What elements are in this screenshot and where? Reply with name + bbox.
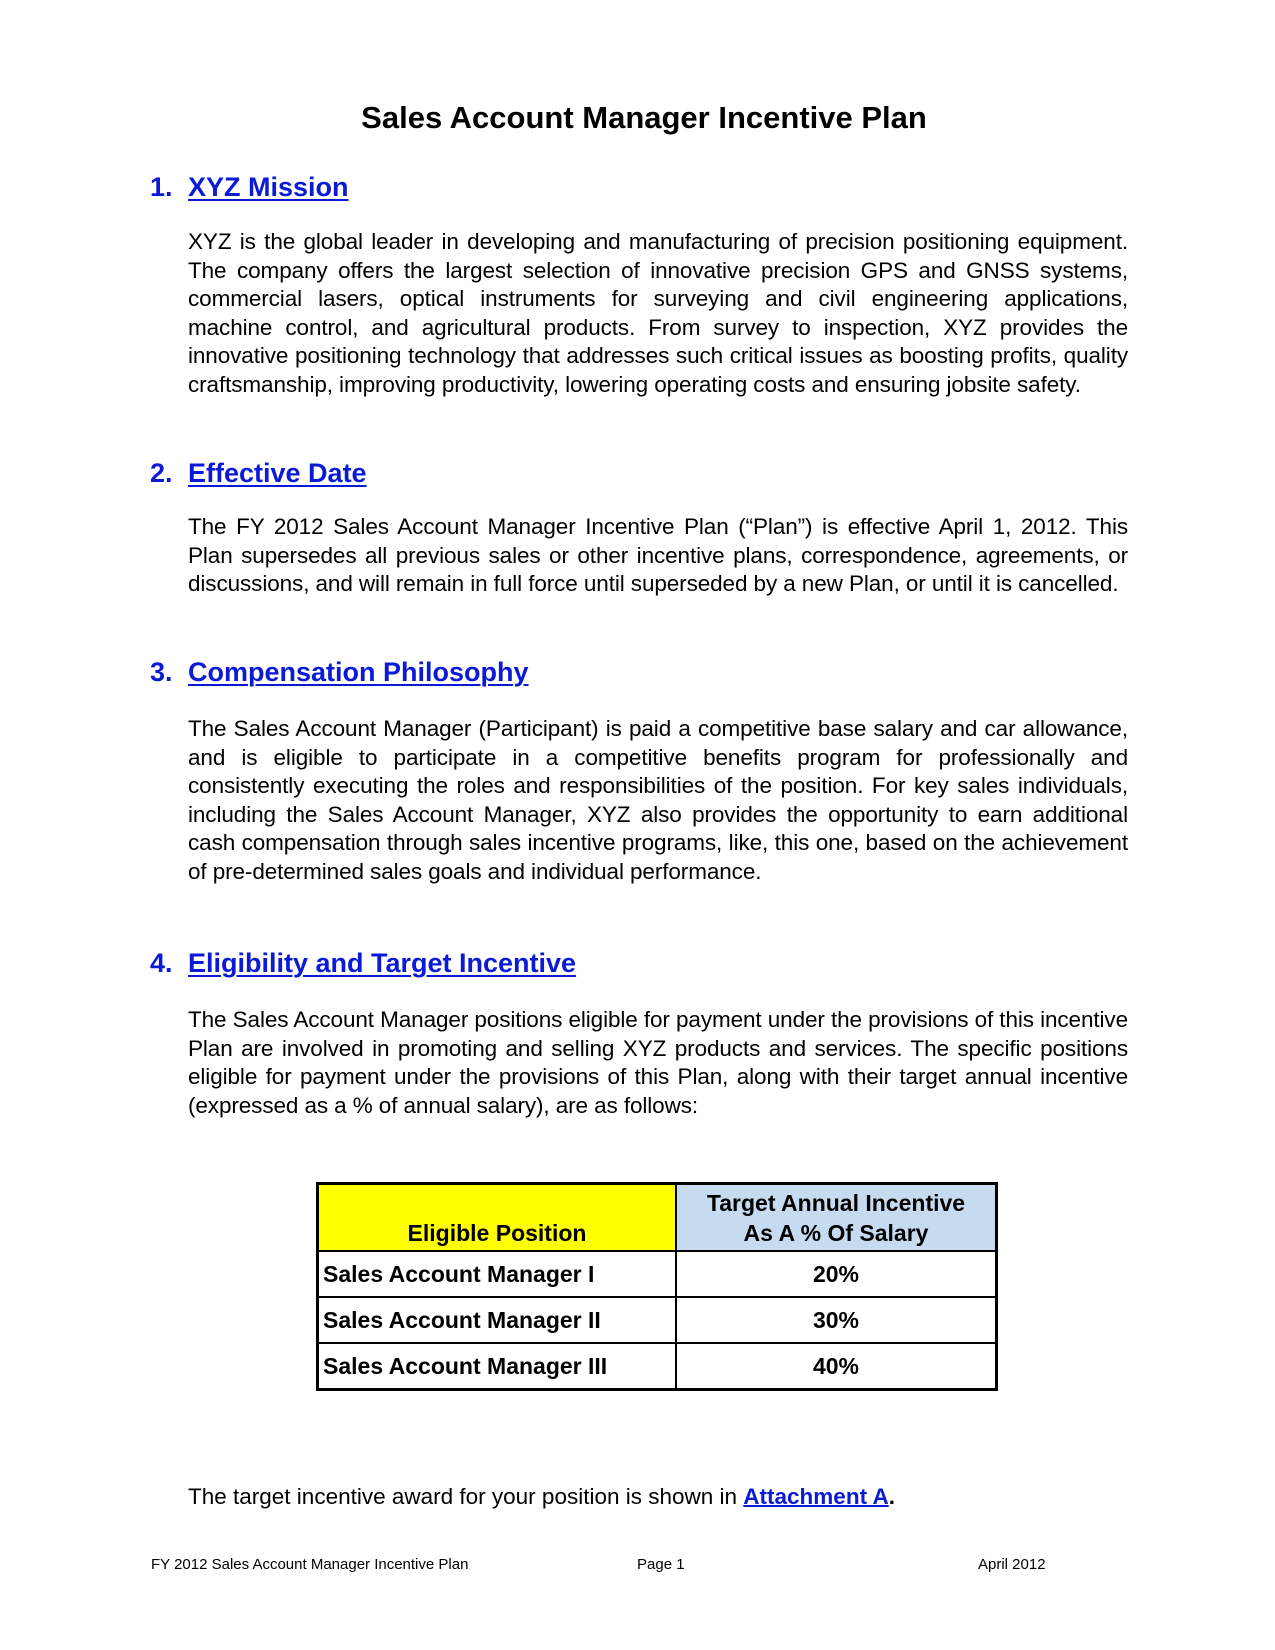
column-header-incentive-line1: Target Annual Incentive (706, 1190, 966, 1216)
section-number: 3. (150, 657, 173, 687)
section-heading-link[interactable]: XYZ Mission (188, 172, 349, 202)
table-header-row (318, 1184, 997, 1252)
section-heading-link[interactable]: Compensation Philosophy (188, 657, 529, 687)
section-body-compensation: The Sales Account Manager (Participant) is paid a competitive base salary and car allowance, and is eligible to participate in a competitive benefits program for professionally and consistently executing the roles and responsibilities of the position. For key sales individuals, including the Sales Account Manager, XYZ also provides the opportunity to earn additional cash compensation through sales incentive programs, like, this one, based on the achievement of pre-determined sales goals and individual performance. (188, 716, 1128, 884)
position-cell: Sales Account Manager I (318, 1251, 677, 1297)
closing-statement (188, 1482, 895, 1512)
footer-left: FY 2012 Sales Account Manager Incentive Plan (151, 1556, 469, 1573)
section-body-mission: XYZ is the global leader in developing and manufacturing of precision positioning equipment. The company offers the largest selection of innovative precision GPS and GNSS systems, commercial lasers, optical instruments for surveying and civil engineering applications, machine control, and agricultural products. From survey to inspection, XYZ provides the innovative positioning technology that addresses such critical issues as boosting profits, quality craftsmanship, improving productivity, lowering operating costs and ensuring jobsite safety. (188, 229, 1128, 397)
incentive-cell: 20% (676, 1251, 997, 1297)
section-number: 1. (150, 172, 173, 202)
section-heading-effective-date (150, 456, 367, 490)
document-title: Sales Account Manager Incentive Plan (361, 100, 927, 135)
section-heading-eligibility (150, 946, 576, 980)
section-body-eligibility: The Sales Account Manager positions eligible for payment under the provisions of this incentive Plan are involved in promoting and selling XYZ products and services. The specific positions eligible for payment under the provisions of this Plan, along with their target annual incentive (expressed as a % of annual salary), are as follows: (188, 1007, 1128, 1118)
column-header-incentive-line2: As A % Of Salary (743, 1220, 929, 1246)
position-cell: Sales Account Manager III (318, 1343, 677, 1390)
section-number: 2. (150, 458, 173, 488)
footer-page-number: Page 1 (637, 1556, 685, 1573)
incentive-table (316, 1182, 998, 1391)
section-heading-compensation (150, 655, 529, 689)
attachment-a-link[interactable]: Attachment A (743, 1484, 889, 1509)
table-row (318, 1297, 997, 1343)
incentive-cell: 40% (676, 1343, 997, 1390)
section-heading-link[interactable]: Eligibility and Target Incentive (188, 948, 577, 978)
footer-date: April 2012 (978, 1556, 1046, 1573)
section-heading-mission (150, 170, 349, 204)
closing-text: The target incentive award for your position is shown in (188, 1484, 744, 1509)
incentive-cell: 30% (676, 1297, 997, 1343)
table-row (318, 1251, 997, 1297)
table-row (318, 1343, 997, 1390)
section-number: 4. (150, 948, 173, 978)
section-body-effective-date: The FY 2012 Sales Account Manager Incentive Plan (“Plan”) is effective April 1, 2012. This Plan supersedes all previous sales or other incentive plans, correspondence, agreements, or discussions, and will remain in full force until superseded by a new Plan, or until it is cancelled. (188, 514, 1128, 596)
column-header-position: Eligible Position (318, 1184, 677, 1252)
section-heading-link[interactable]: Effective Date (188, 458, 367, 488)
position-cell: Sales Account Manager II (318, 1297, 677, 1343)
column-header-incentive (676, 1184, 997, 1252)
closing-period: . (888, 1484, 895, 1509)
